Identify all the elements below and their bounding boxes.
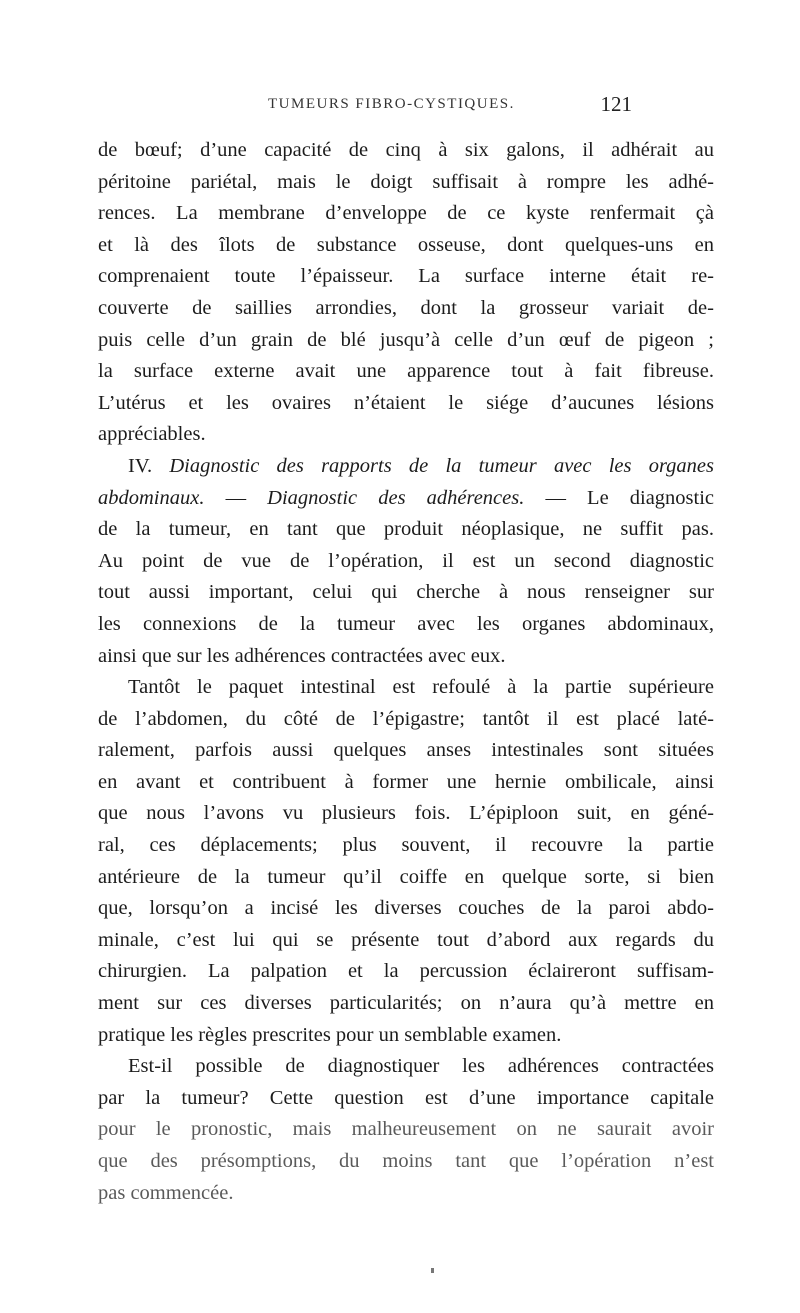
text-line: comprenaient toute l’épaisseur. La surface interne était re- (98, 265, 714, 288)
text-fragment: Le diagnostic (587, 486, 715, 509)
text-line: minale, c’est lui qui se présente tout d’abord aux regards du (98, 928, 714, 951)
text-line: antérieure de la tumeur qu’il coiffe en quelque sorte, si bien (98, 865, 714, 888)
section-heading-line (98, 451, 714, 483)
text-line: en avant et contribuent à former une hernie ombilicale, ainsi (98, 770, 714, 793)
text-line: Au point de vue de l’opération, il est un second diagnostic (98, 549, 714, 572)
section-title-italic: Diagnostic des rapports de la tumeur avec les organes (169, 454, 714, 477)
text-line: chirurgien. La palpation et la percussion éclaireront suffisam- (98, 960, 714, 983)
text-line: pour le pronostic, mais malheureusement on ne saurait avoir (98, 1118, 714, 1141)
text-line: de la tumeur, en tant que produit néoplasique, ne suffit pas. (98, 518, 714, 541)
em-dash: — (204, 486, 268, 509)
page-number: 121 (600, 92, 632, 116)
text-line: par la tumeur? Cette question est d’une importance capitale (98, 1086, 714, 1109)
section-subtitle-italic: Diagnostic des adhérences. (267, 486, 525, 509)
body-text (98, 135, 714, 1209)
text-line: et là des îlots de substance osseuse, dont quelques-uns en (98, 233, 714, 256)
section-title-italic: abdominaux. (98, 486, 205, 509)
text-line: couverte de saillies arrondies, dont la grosseur variait de- (98, 296, 714, 319)
text-line: de bœuf; d’une capacité de cinq à six galons, il adhérait au (98, 139, 714, 161)
em-dash: — (524, 486, 588, 509)
text-line: ainsi que sur les adhérences contractées avec eux. (98, 644, 506, 667)
text-line: que nous l’avons vu plusieurs fois. L’épiploon suit, en géné- (98, 802, 714, 825)
text-line: tout aussi important, celui qui cherche à nous renseigner sur (98, 581, 714, 604)
text-line: ral, ces déplacements; plus souvent, il recouvre la partie (98, 834, 714, 857)
running-title: TUMEURS FIBRO-CYSTIQUES. (268, 96, 515, 112)
text-line: que des présomptions, du moins tant que l’opération n’est (98, 1150, 714, 1172)
text-line: que, lorsqu’on a incisé les diverses couches de la paroi abdo- (98, 897, 714, 920)
text-line: ment sur ces diverses particularités; on n’aura qu’à mettre en (98, 992, 714, 1015)
text-line: Tantôt le paquet intestinal est refoulé à la partie supérieure (128, 676, 714, 699)
text-line: la surface externe avait une apparence tout à fait fibreuse. (98, 360, 714, 383)
page-header (268, 92, 632, 120)
section-heading-line (98, 483, 714, 515)
text-line: de l’abdomen, du côté de l’épigastre; tantôt il est placé laté- (98, 707, 714, 730)
text-line: péritoine pariétal, mais le doigt suffisait à rompre les adhé- (98, 170, 714, 193)
text-line: appréciables. (98, 423, 206, 446)
text-line: puis celle d’un grain de blé jusqu’à celle d’un œuf de pigeon ; (98, 328, 714, 351)
ink-speck (431, 1268, 434, 1273)
section-number: IV. (128, 454, 153, 477)
text-line: pratique les règles prescrites pour un semblable examen. (98, 1023, 562, 1046)
text-line: ralement, parfois aussi quelques anses intestinales sont situées (98, 739, 714, 762)
text-line: Est-il possible de diagnostiquer les adhérences contractées (128, 1055, 714, 1078)
text-line: les connexions de la tumeur avec les organes abdominaux, (98, 612, 714, 635)
text-line: rences. La membrane d’enveloppe de ce kyste renfermait çà (98, 202, 714, 225)
text-line: L’utérus et les ovaires n’étaient le siége d’aucunes lésions (98, 391, 714, 414)
text-line: pas commencée. (98, 1181, 234, 1204)
